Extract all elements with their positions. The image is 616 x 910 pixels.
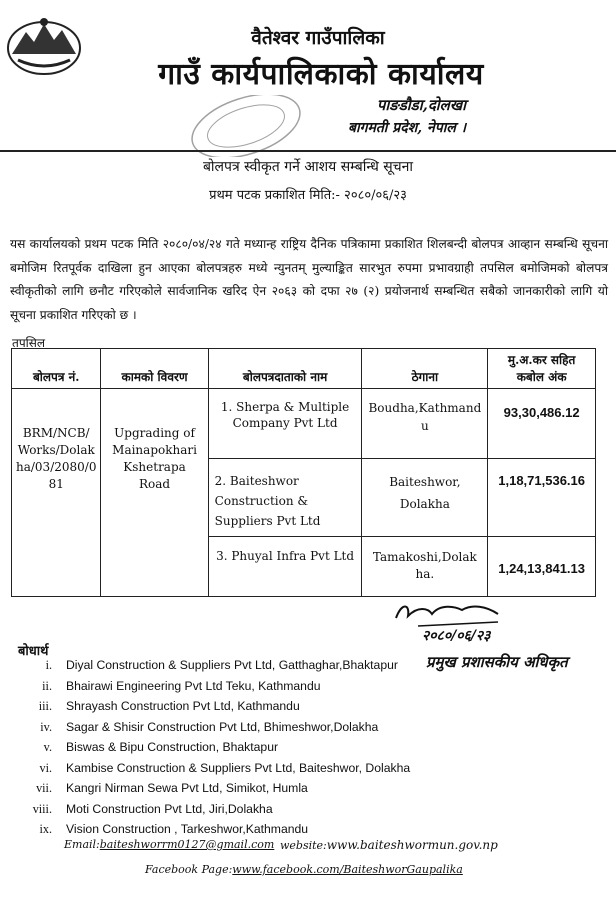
website-link[interactable]: www.baiteshwormun.gov.np <box>326 838 498 852</box>
header-bidder: बोलपत्रदाताको नाम <box>208 349 362 389</box>
bidder-address: Tamakoshi,Dolak ha. <box>362 537 488 597</box>
header-bid-no: बोलपत्र नं. <box>12 349 101 389</box>
footer-facebook: Facebook Page:www.facebook.com/BaiteshworGaupalika <box>145 863 463 876</box>
list-item: v. Biswas & Bipu Construction, Bhaktapur <box>43 740 279 754</box>
footer-website: website:www.baiteshwormun.gov.np <box>280 838 498 852</box>
list-item: viii. Moti Construction Pvt Ltd, Jiri,Dolakha <box>32 801 273 816</box>
bidder-name: 1. Sherpa & Multiple Company Pvt Ltd <box>208 389 362 459</box>
list-item: vi. Kambise Construction & Suppliers Pvt Ltd, Baiteshwor, Dolakha <box>39 760 411 775</box>
footer-email: Email:baiteshworrm0127@gmail.com <box>64 838 275 851</box>
list-item: vii. Kangri Nirman Sewa Pvt Ltd, Simikot, Humla <box>36 781 308 795</box>
table-label: तपसिल <box>12 336 46 350</box>
bidder-name: 2. Baiteshwor Construction & Suppliers Pvt Ltd <box>208 459 362 537</box>
bid-amount: 1,18,71,536.16 <box>488 459 596 537</box>
address-line1: पाङडौडा,दोलखा <box>376 96 466 114</box>
bidder-address: Baiteshwor, Dolakha <box>362 459 488 537</box>
signature-date: २०८०/०६/२३ <box>422 628 491 644</box>
facebook-link[interactable]: www.facebook.com/BaiteshworGaupalika <box>232 863 463 876</box>
bid-amount: 93,30,486.12 <box>488 389 596 459</box>
bid-award-table <box>11 348 596 597</box>
bid-number: BRM/NCB/ Works/Dolak ha/03/2080/0 81 <box>12 389 101 597</box>
notice-subject: बोलपत्र स्वीकृत गर्ने आशय सम्बन्धि सूचना <box>202 159 414 175</box>
office-stamp <box>186 95 306 157</box>
list-item: iv. Sagar & Shisir Construction Pvt Ltd, Bhimeshwor,Dolakha <box>40 719 379 734</box>
signatory-title: प्रमुख प्रशासकीय अधिकृत <box>426 653 568 671</box>
bid-amount: 1,24,13,841.13 <box>488 537 596 597</box>
bidder-name: 3. Phuyal Infra Pvt Ltd <box>208 537 362 597</box>
header-amount: मु.अ.कर सहित कबोल अंक <box>488 349 596 389</box>
cc-label: बोधार्थ <box>18 644 49 659</box>
notice-paragraph: यस कार्यालयको प्रथम पटक मिति २०८०/०४/२४ गते मध्यान्ह राष्ट्रिय दैनिक पत्रिकामा प्रकाशित शिलबन्दी बोलपत्र आव्हान सम्बन्धि सूचना बमोजिम रितपूर्वक दाखिला हुन आएका बोलपत्रहरु मध्ये न्युनतम् मुल्याङ्कित सारभुत रुपमा प्रभावग्राही तपसिल बमोजिमको बोलपत्र स्वीकृतीको लागि छनौट गरिएकोले सार्वजानिक खरिद ऐन २०६३ को दफा २७ (२) प्रयोजनार्थ सम्बन्धित सबैको जानकारीको लागि यो सूचना प्रकाशित गरिएको छ । <box>10 237 608 322</box>
work-description: Upgrading of Mainapokhari Kshetrapa Road <box>101 389 208 597</box>
address-line2: बागमती प्रदेश, नेपाल । <box>347 120 466 136</box>
list-item: i. Diyal Construction & Suppliers Pvt Ltd, Gatthaghar,Bhaktapur <box>45 658 398 672</box>
bidder-address: Boudha,Kathmand u <box>362 389 488 459</box>
list-item: ix. Vision Construction , Tarkeshwor,Kathmandu <box>39 822 309 836</box>
header-divider <box>0 150 616 152</box>
header-address: ठेगाना <box>362 349 488 389</box>
publish-date: प्रथम पटक प्रकाशित मिति:- २०८०/०६/२३ <box>209 188 407 203</box>
list-item: iii. Shrayash Construction Pvt Ltd, Kathmandu <box>38 699 300 713</box>
table-row <box>12 389 596 459</box>
email-link[interactable]: baiteshworrm0127@gmail.com <box>99 838 275 851</box>
table-header-row <box>12 349 596 389</box>
header-work: कामको विवरण <box>101 349 208 389</box>
list-item: ii. Bhairawi Engineering Pvt Ltd Teku, Kathmandu <box>42 678 321 693</box>
cc-list <box>14 655 410 840</box>
municipality-name: वैतेश्वर गाउँपालिका <box>251 27 385 49</box>
office-title: गाउँ कार्यपालिकाको कार्यालय <box>158 57 484 92</box>
